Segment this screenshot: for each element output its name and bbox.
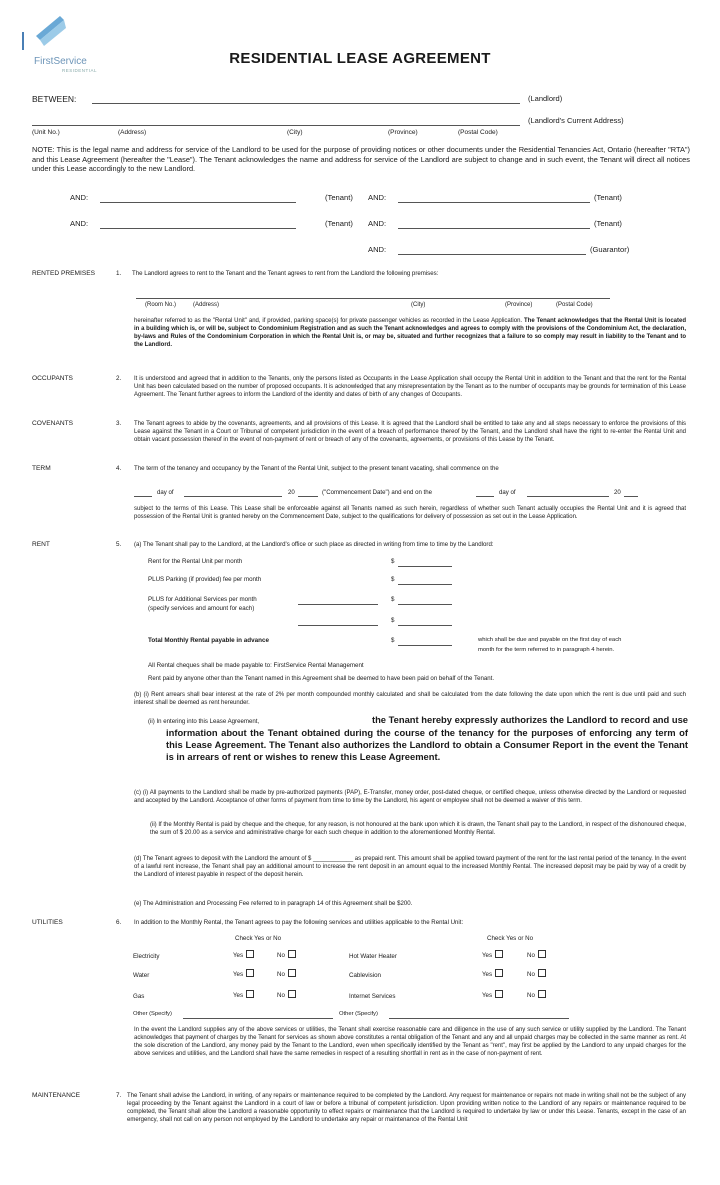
section-2-num: 2. [116, 375, 122, 382]
rent-row-2-dollar: $ [391, 576, 395, 583]
rent-row-3-sub: (specify services and amount for each) [148, 605, 255, 612]
electricity-no[interactable]: No [277, 950, 296, 959]
rent-row-3-dollar: $ [391, 596, 395, 603]
electricity-yes[interactable]: Yes [233, 950, 254, 959]
note-paragraph: NOTE: This is the legal name and address for service of the Landlord to be used for the purpose of providing notices or other documents under the Residential Tenancies Act, Ontario (hereafter "RTA") and this Lease Agreement (hereafter the "Lease"). The Tenant acknowledges the name and address for service of the Landlord are subject to change and in such event, the Tenant will direct all notices under this Lease accordingly to the new Landlord. [32, 145, 690, 174]
and-label-4: AND: [368, 219, 387, 228]
end-twenty: 20 [614, 489, 621, 496]
firstservice-logo-icon [34, 14, 70, 50]
landlord-name-field[interactable] [92, 103, 520, 104]
utilities-intro: In addition to the Monthly Rental, the Tenant agrees to pay the following services and utilities applicable to the Rental Unit: [134, 919, 464, 926]
page-title: RESIDENTIAL LEASE AGREEMENT [229, 50, 491, 67]
section-6-num: 6. [116, 919, 122, 926]
rent-d-paragraph: (d) The Tenant agrees to deposit with the Landlord the amount of $ ____________ as prepaid rent. This amount shall be applied toward payment of the rent for the last rental period of the tenancy. In the event of a lawful rent increase, the Tenant shall pay an additional amount to increase the rent deposit in an amount equal to the increased Monthly Rental. The increased deposit may be paid by way of a credit by the Landlord of interest payable in respect of the deposit herein. [134, 856, 686, 878]
logo-bar [22, 32, 24, 50]
city-caption: (City) [287, 129, 303, 136]
gas-no-checkbox[interactable] [288, 990, 296, 998]
term-intro: The term of the tenancy and occupancy by the Tenant of the Rental Unit, subject to the present tenant vacating, shall commence on the [134, 465, 499, 472]
total-dollar: $ [391, 637, 395, 644]
start-year-field[interactable] [298, 496, 318, 497]
start-twenty: 20 [288, 489, 295, 496]
other-specify-right: Other (Specify) [339, 1011, 378, 1017]
premises-city-caption: (City) [411, 302, 426, 308]
hot-water-no-checkbox[interactable] [538, 950, 546, 958]
electricity-no-checkbox[interactable] [288, 950, 296, 958]
rent-row-1-label: Rent for the Rental Unit per month [148, 558, 243, 565]
postal-caption: (Postal Code) [458, 129, 498, 136]
services-amount-field-1[interactable] [398, 604, 452, 605]
landlord-caption: (Landlord) [528, 94, 563, 103]
water-no-checkbox[interactable] [288, 969, 296, 977]
tenant-caption-3: (Tenant) [325, 219, 353, 228]
hot-water-no[interactable]: No [527, 950, 546, 959]
tenant-field-4[interactable] [398, 228, 590, 229]
cheques-payable-text: All Rental cheques shall be made payable to: FirstService Rental Management [148, 662, 364, 669]
parking-amount-field[interactable] [398, 584, 452, 585]
room-caption: (Room No.) [145, 302, 177, 308]
and-label-2: AND: [368, 193, 387, 202]
rent-row-2-label: PLUS Parking (if provided) fee per month [148, 576, 262, 583]
tenant-field-3[interactable] [100, 228, 296, 229]
utility-hot-water: Hot Water Heater [349, 953, 397, 960]
premises-address-caption: (Address) [193, 302, 220, 308]
end-day-of: day of [499, 489, 516, 496]
rented-intro: The Landlord agrees to rent to the Tenant and the Tenant agrees to rent from the Landlord the following premises: [132, 270, 439, 277]
utility-internet: Internet Services [349, 993, 396, 1000]
water-no[interactable]: No [277, 969, 296, 978]
unit-caption: (Unit No.) [32, 129, 60, 136]
total-amount-field[interactable] [398, 645, 452, 646]
end-day-field[interactable] [476, 496, 494, 497]
landlord-address-field[interactable] [32, 125, 520, 126]
tenant-caption-1: (Tenant) [325, 193, 353, 202]
gas-yes[interactable]: Yes [233, 990, 254, 999]
covenants-paragraph: The Tenant agrees to abide by the covenants, agreements, and all provisions of this Lease. It is agreed that the Landlord shall be entitled to take any and all steps necessary to enforce the provisions of this Lease against the Tenant in a Court or Tribunal of competent jurisdiction in the event of a breach of performance thereof by the Tenant, and the Landlord shall have the right to re-enter the Rental Unit and obtain vacant possession thereof in the event of non-payment of rent or breach of any of the covenants, agreements, or provisions of this Lease by the Tenant. [134, 421, 686, 443]
covenants-label: COVENANTS [32, 420, 74, 427]
logo-name: FirstService [34, 56, 87, 67]
section-4-num: 4. [116, 465, 122, 472]
check-yes-no-left: Check Yes or No [235, 935, 282, 942]
utility-cablevision: Cablevision [349, 972, 381, 979]
internet-no-checkbox[interactable] [538, 990, 546, 998]
cablevision-yes-checkbox[interactable] [495, 969, 503, 977]
rent-a-intro: (a) The Tenant shall pay to the Landlord, at the Landlord's office or such place as directed in writing from time to time by the Landlord: [134, 541, 494, 548]
internet-yes-checkbox[interactable] [495, 990, 503, 998]
tenant-field-1[interactable] [100, 202, 296, 203]
logo-sub: RESIDENTIAL [62, 68, 98, 73]
utilities-label: UTILITIES [32, 919, 63, 926]
rent-row-1-dollar: $ [391, 558, 395, 565]
province-caption: (Province) [388, 129, 418, 136]
internet-yes[interactable]: Yes [482, 990, 503, 999]
internet-no[interactable]: No [527, 990, 546, 999]
start-month-field[interactable] [184, 496, 282, 497]
services-desc-field-1[interactable] [298, 604, 378, 605]
electricity-yes-checkbox[interactable] [246, 950, 254, 958]
rent-amount-field[interactable] [398, 566, 452, 567]
section-7-num: 7. [116, 1092, 122, 1099]
services-amount-field-2[interactable] [398, 625, 452, 626]
term-label: TERM [32, 465, 51, 472]
tenant-field-2[interactable] [398, 202, 590, 203]
due-text-2: month for the term referred to in paragraph 4 herein. [478, 647, 615, 653]
gas-yes-checkbox[interactable] [246, 990, 254, 998]
and-label-3: AND: [70, 219, 89, 228]
start-day-field[interactable] [134, 496, 152, 497]
hot-water-yes-checkbox[interactable] [495, 950, 503, 958]
cablevision-yes[interactable]: Yes [482, 969, 503, 978]
cablevision-no-checkbox[interactable] [538, 969, 546, 977]
rent-b-ii-intro: (ii) In entering into this Lease Agreement, [148, 718, 260, 725]
term-paragraph: subject to the terms of this Lease. This Lease shall be enforceable against all Tenants named as such herein, regardless of whether such Tenant actually occupies the Rental Unit and it is agreed that possession of the Rental Unit is granted hereby on the Commencement Date, subject to the qualifications for delivery of possession as set out in the Lease Application. [134, 506, 686, 520]
premises-province-caption: (Province) [505, 302, 533, 308]
utilities-paragraph: In the event the Landlord supplies any of the above services or utilities, the Tenant shall exercise reasonable care and diligence in the use of any such service or utility supplied by the Landlord. The Tenant acknowledges that payment of charges by the Tenant for services as shown above constitutes a rental obligation of the Tenant and any and all unpaid charges may be collected in the same manner as rent. At the sole discretion of the Landlord, any money paid by the Tenant to the Landlord, even when specifically identified by the Tenant as "rent", may first be applied by the Landlord to any unpaid charges for the above services and utilities, and the Landlord shall have the same remedies in respect of a resulting shortfall in rent as in the case of non-payment of rent. [134, 1027, 686, 1057]
rent-label: RENT [32, 541, 50, 548]
hot-water-yes[interactable]: Yes [482, 950, 503, 959]
rent-c-i-paragraph: (c) (i) All payments to the Landlord shall be made by pre-authorized payments (PAP), E-Transfer, money order, post-dated cheque, or certified cheque, unless otherwise directed by the Landlord or requested and accepted by the Landlord. Acceptance of other forms of payment from time to time by the Landlord, his agent or employee shall not be deemed a waiver of this term. [134, 790, 686, 804]
guarantor-caption: (Guarantor) [590, 245, 630, 254]
maintenance-paragraph: The Tenant shall advise the Landlord, in writing, of any repairs or maintenance required to be completed by the Landlord. Any request for maintenance or repairs not made in writing shall not be the subject of any legal proceeding by the Tenant against the Landlord in a court of law or before a tribunal of competent jurisdiction. Upon providing written notice to the Landlord of any repairs or maintenance required to be completed, the Tenant shall allow the Landlord a reasonable opportunity to effect repairs or maintenance that the Landlord is required to undertake by law or under this Lease. Tenants, except in the case of an emergency, shall not call on any person not employed by the Landlord to undertake any repair or maintenance of the Rental Unit [127, 1093, 686, 1123]
rented-paragraph: hereinafter referred to as the "Rental Unit" and, if provided, parking space(s) for private passenger vehicles as recorded in the Lease Application. The Tenant acknowledges that the Rental Unit is located in a building which is, or will be, subject to Condominium Registration and as such the Tenant acknowledges and agrees to comply with the provisions of the Condominium Act, the declaration, by-laws and Rules of the Condominium Corporation in which the Rental Unit is, or may be, situated and further recognizes that a failure to so comply may result in liability to the Tenant and to the Landlord. [134, 318, 686, 348]
maintenance-label: MAINTENANCE [32, 1092, 80, 1099]
section-1-num: 1. [116, 270, 122, 277]
paid-by-text: Rent paid by anyone other than the Tenant named in this Agreement shall be deemed to have been paid on behalf of the Tenant. [148, 675, 495, 682]
due-text-1: which shall be due and payable on the first day of each [478, 637, 622, 643]
gas-no[interactable]: No [277, 990, 296, 999]
rented-premises-label: RENTED PREMISES [32, 270, 96, 277]
end-year-field[interactable] [624, 496, 638, 497]
end-month-field[interactable] [527, 496, 609, 497]
water-yes[interactable]: Yes [233, 969, 254, 978]
check-yes-no-right: Check Yes or No [487, 935, 534, 942]
consent-line-1: the Tenant hereby expressly authorizes the Landlord to record and use [371, 714, 688, 725]
premises-address-field[interactable] [136, 298, 610, 299]
rent-e-text: (e) The Administration and Processing Fee referred to in paragraph 14 of this Agreement shall be $200. [134, 900, 413, 907]
utility-electricity: Electricity [133, 953, 160, 960]
cablevision-no[interactable]: No [527, 969, 546, 978]
section-5-num: 5. [116, 541, 122, 548]
services-desc-field-2[interactable] [298, 625, 378, 626]
rent-row-3-label: PLUS for Additional Services per month [148, 596, 257, 603]
tenant-caption-4: (Tenant) [594, 219, 622, 228]
total-rent-label: Total Monthly Rental payable in advance [148, 637, 269, 644]
consent-paragraph: information about the Tenant obtained during the course of the tenancy for the purposes of enforcing any term of this Lease Agreement. The Tenant also authorizes the Landlord to obtain a Consumer Report in the event the Tenant is in arrears of rent or wishes to renew this Lease Agreement. [166, 727, 688, 763]
utility-water: Water [133, 972, 150, 979]
occupants-paragraph: It is understood and agreed that in addition to the Tenants, only the persons listed as Occupants in the Lease Application shall occupy the Rental Unit in addition to the Tenant and that the rent for the Rental Unit has been calculated based on the number of proposed occupants. It is acknowledged that any misrepresentation by the Tenant as to the number of occupants may be grounds for termination of this Lease Agreement. The Tenant further agrees to inform the Landlord of the identity and dates of birth of any changes of Occupants. [134, 376, 686, 398]
tenant-caption-2: (Tenant) [594, 193, 622, 202]
rent-row-4-dollar: $ [391, 617, 395, 624]
other-specify-left: Other (Specify) [133, 1011, 172, 1017]
and-label-1: AND: [70, 193, 89, 202]
between-label: BETWEEN: [32, 94, 77, 104]
occupants-label: OCCUPANTS [32, 375, 73, 382]
water-yes-checkbox[interactable] [246, 969, 254, 977]
other-specify-left-field[interactable] [183, 1018, 333, 1019]
premises-postal-caption: (Postal Code) [556, 302, 593, 308]
other-specify-right-field[interactable] [389, 1018, 569, 1019]
rent-c-ii-paragraph: (ii) If the Monthly Rental is paid by cheque and the cheque, for any reason, is not honoured at the bank upon which it is drawn, the Tenant shall pay to the Landlord, in respect of the dishonoured cheque, the sum of $ 20.00 as a service and administrative charge for each such cheque in addition to the aforementioned Monthly Rental. [150, 822, 686, 836]
rent-b-i-paragraph: (b) (i) Rent arrears shall bear interest at the rate of 2% per month compounded monthly calculated and shall be calculated from the date following the date upon which the rent is due until paid and such interest shall be deemed as rent hereunder. [134, 692, 686, 706]
start-day-of: day of [157, 489, 174, 496]
section-3-num: 3. [116, 420, 122, 427]
commencement-text: ("Commencement Date") and end on the [322, 489, 433, 496]
and-label-5: AND: [368, 245, 387, 254]
guarantor-field[interactable] [398, 254, 586, 255]
landlord-address-caption: (Landlord's Current Address) [528, 116, 624, 125]
utility-gas: Gas [133, 993, 145, 1000]
address-caption: (Address) [118, 129, 147, 136]
